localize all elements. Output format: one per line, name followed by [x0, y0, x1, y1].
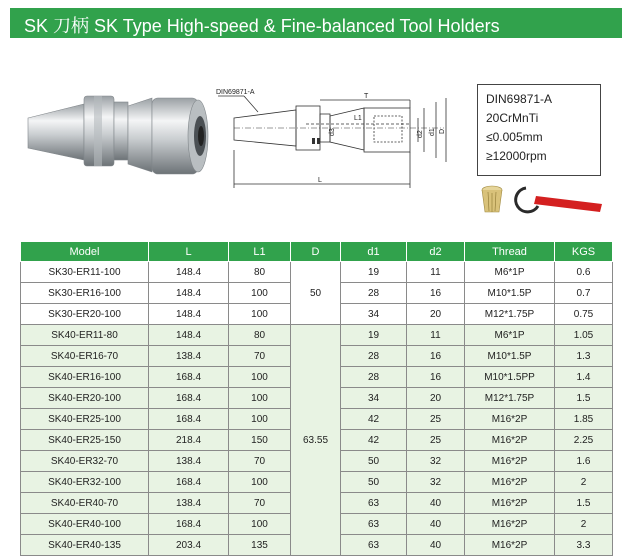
cell-d2: 16 [407, 367, 465, 388]
cell-thread: M16*2P [465, 493, 555, 514]
header-d: D [291, 242, 341, 262]
cell-d1: 42 [341, 409, 407, 430]
spec-runout: ≤0.005mm [486, 130, 543, 144]
cell-l1: 100 [229, 388, 291, 409]
cell-thread: M12*1.75P [465, 304, 555, 325]
cell-kgs: 0.7 [555, 283, 613, 304]
cell-kgs: 2 [555, 472, 613, 493]
cell-d2: 11 [407, 262, 465, 283]
cell-l: 148.4 [149, 304, 229, 325]
cell-l: 168.4 [149, 367, 229, 388]
cell-d2: 32 [407, 472, 465, 493]
cell-model: SK40-ER16-70 [21, 346, 149, 367]
cell-d-group-sk40: 63.55 [291, 325, 341, 556]
cell-d1: 63 [341, 514, 407, 535]
cell-thread: M6*1P [465, 325, 555, 346]
cell-d2: 32 [407, 451, 465, 472]
header-d1: d1 [341, 242, 407, 262]
cell-model: SK40-ER40-70 [21, 493, 149, 514]
cell-d2: 40 [407, 535, 465, 556]
cell-model: SK30-ER20-100 [21, 304, 149, 325]
cell-l1: 80 [229, 262, 291, 283]
cell-l: 138.4 [149, 493, 229, 514]
cell-thread: M16*2P [465, 535, 555, 556]
cell-thread: M16*2P [465, 451, 555, 472]
cell-d2: 16 [407, 346, 465, 367]
cell-d1: 34 [341, 304, 407, 325]
header-thread: Thread [465, 242, 555, 262]
cell-d-group-sk30: 50 [291, 262, 341, 325]
header-l: L [149, 242, 229, 262]
cell-model: SK40-ER16-100 [21, 367, 149, 388]
cell-kgs: 2.25 [555, 430, 613, 451]
drawing-standard-label: DIN69871-A [216, 89, 255, 96]
cell-thread: M16*2P [465, 514, 555, 535]
tool-holder-photo [22, 78, 212, 198]
cell-l: 168.4 [149, 388, 229, 409]
cell-model: SK40-ER32-70 [21, 451, 149, 472]
cell-model: SK30-ER16-100 [21, 283, 149, 304]
cell-l1: 100 [229, 472, 291, 493]
cell-l1: 135 [229, 535, 291, 556]
cell-thread: M16*2P [465, 409, 555, 430]
cell-d1: 50 [341, 472, 407, 493]
cell-d2: 40 [407, 493, 465, 514]
cell-l: 203.4 [149, 535, 229, 556]
drawing-dim-l1: L1 [354, 115, 362, 122]
title-banner [10, 8, 622, 38]
cell-d1: 28 [341, 346, 407, 367]
cell-l: 168.4 [149, 514, 229, 535]
cell-l: 148.4 [149, 283, 229, 304]
cell-d2: 40 [407, 514, 465, 535]
cell-l1: 70 [229, 451, 291, 472]
cell-kgs: 0.6 [555, 262, 613, 283]
cell-thread: M10*1.5P [465, 283, 555, 304]
cell-l1: 70 [229, 493, 291, 514]
cell-model: SK40-ER40-135 [21, 535, 149, 556]
spec-material: 20CrMnTi [486, 111, 539, 125]
drawing-dim-d3: d3 [329, 128, 336, 136]
cell-thread: M16*2P [465, 472, 555, 493]
header-model: Model [21, 242, 149, 262]
cell-thread: M12*1.75P [465, 388, 555, 409]
cell-d1: 63 [341, 535, 407, 556]
drawing-dim-l: L [318, 177, 322, 184]
table-row [21, 262, 613, 283]
cell-kgs: 1.05 [555, 325, 613, 346]
cell-l: 148.4 [149, 325, 229, 346]
page-title: SK 刀柄 SK Type High-speed & Fine-balanced Tool Holders [24, 16, 500, 36]
cell-l1: 150 [229, 430, 291, 451]
cell-thread: M10*1.5P [465, 346, 555, 367]
technical-drawing [214, 88, 470, 206]
table-row [21, 325, 613, 346]
cell-model: SK40-ER11-80 [21, 325, 149, 346]
cell-d2: 20 [407, 304, 465, 325]
cell-l1: 80 [229, 325, 291, 346]
cell-l: 168.4 [149, 409, 229, 430]
drawing-dim-d: D [439, 128, 446, 134]
cell-d1: 50 [341, 451, 407, 472]
cell-thread: M16*2P [465, 430, 555, 451]
wrench-icon [512, 182, 608, 218]
collet-icon [478, 184, 506, 216]
cell-d2: 25 [407, 409, 465, 430]
cell-model: SK30-ER11-100 [21, 262, 149, 283]
cell-d1: 28 [341, 367, 407, 388]
cell-kgs: 1.85 [555, 409, 613, 430]
cell-model: SK40-ER32-100 [21, 472, 149, 493]
cell-l1: 100 [229, 367, 291, 388]
cell-thread: M10*1.5PP [465, 367, 555, 388]
header-kgs: KGS [555, 242, 613, 262]
cell-kgs: 1.5 [555, 493, 613, 514]
cell-d1: 28 [341, 283, 407, 304]
cell-d1: 63 [341, 493, 407, 514]
spec-standard: DIN69871-A [486, 92, 553, 106]
spec-box [477, 84, 601, 176]
cell-kgs: 1.4 [555, 367, 613, 388]
cell-d1: 34 [341, 388, 407, 409]
cell-l1: 100 [229, 304, 291, 325]
cell-l: 138.4 [149, 346, 229, 367]
cell-l: 218.4 [149, 430, 229, 451]
cell-model: SK40-ER40-100 [21, 514, 149, 535]
cell-model: SK40-ER25-100 [21, 409, 149, 430]
cell-kgs: 2 [555, 514, 613, 535]
cell-kgs: 1.5 [555, 388, 613, 409]
spec-table [20, 241, 613, 556]
cell-l: 168.4 [149, 472, 229, 493]
header-d2: d2 [407, 242, 465, 262]
cell-d1: 42 [341, 430, 407, 451]
cell-l: 148.4 [149, 262, 229, 283]
header-l1: L1 [229, 242, 291, 262]
cell-d1: 19 [341, 325, 407, 346]
cell-model: SK40-ER20-100 [21, 388, 149, 409]
cell-l: 138.4 [149, 451, 229, 472]
spec-speed: ≥12000rpm [486, 149, 547, 163]
cell-thread: M6*1P [465, 262, 555, 283]
cell-l1: 100 [229, 283, 291, 304]
cell-d2: 11 [407, 325, 465, 346]
cell-l1: 100 [229, 514, 291, 535]
cell-d2: 25 [407, 430, 465, 451]
drawing-dim-d2: d2 [417, 130, 424, 138]
cell-d1: 19 [341, 262, 407, 283]
cell-kgs: 1.3 [555, 346, 613, 367]
drawing-dim-t: T [364, 93, 369, 100]
cell-kgs: 3.3 [555, 535, 613, 556]
cell-kgs: 0.75 [555, 304, 613, 325]
cell-d2: 16 [407, 283, 465, 304]
table-header-row [21, 242, 613, 262]
cell-d2: 20 [407, 388, 465, 409]
cell-l1: 100 [229, 409, 291, 430]
cell-model: SK40-ER25-150 [21, 430, 149, 451]
cell-l1: 70 [229, 346, 291, 367]
cell-kgs: 1.6 [555, 451, 613, 472]
drawing-dim-d1: d1 [429, 128, 436, 136]
